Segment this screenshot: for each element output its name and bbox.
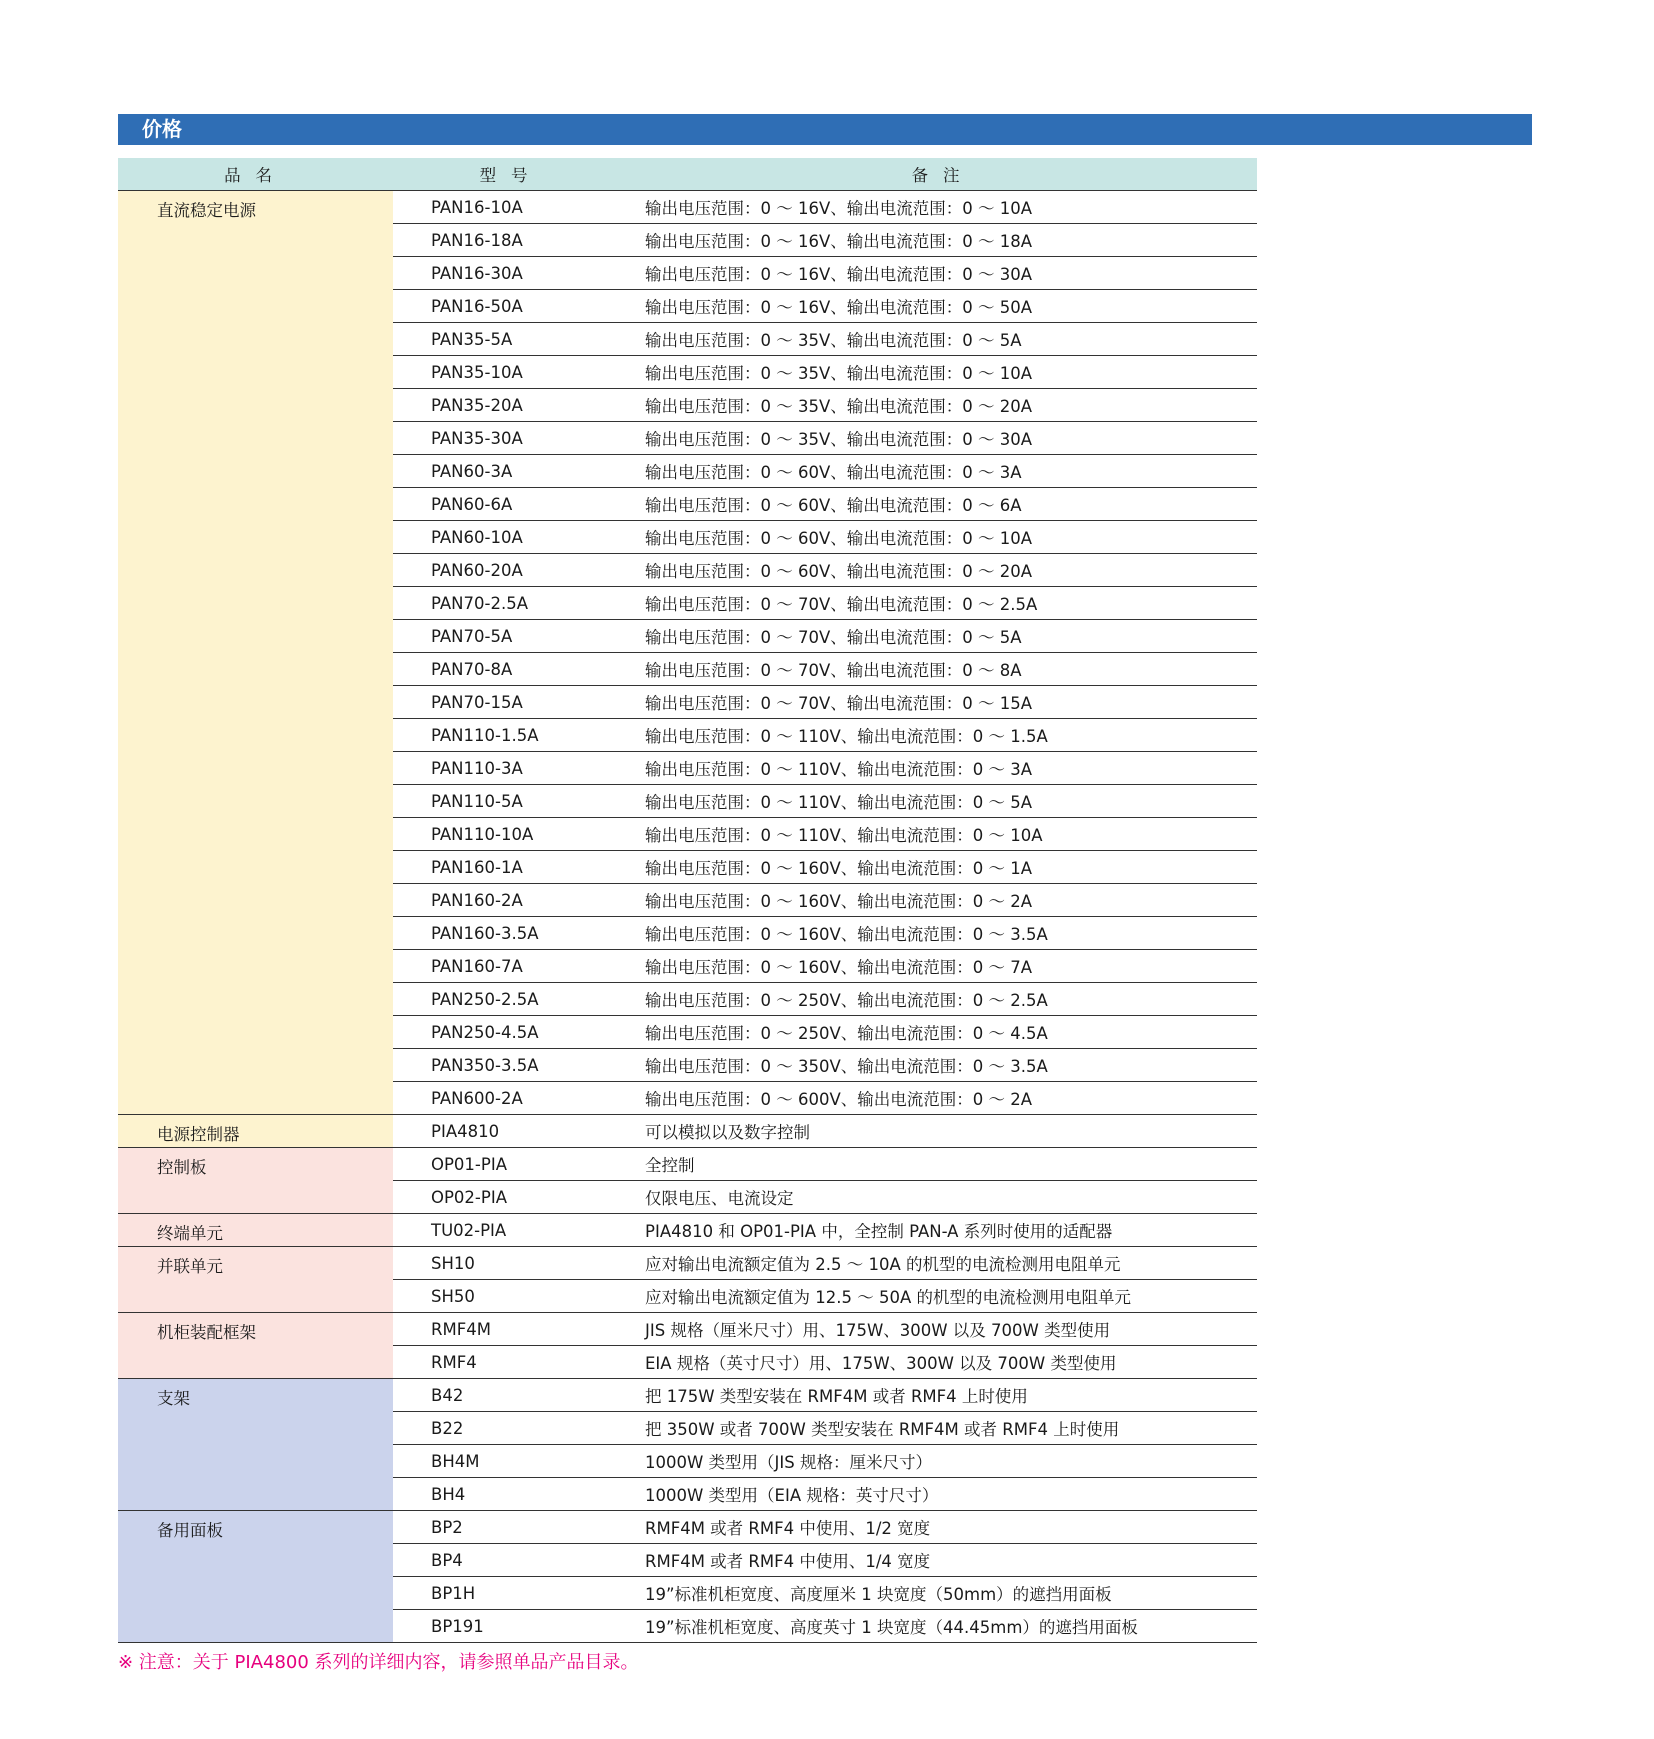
- remark-cell: 输出电压范围：0 ～ 35V、输出电流范围：0 ～ 20A: [629, 389, 1257, 422]
- remark-cell: 输出电压范围：0 ～ 110V、输出电流范围：0 ～ 3A: [629, 752, 1257, 785]
- product-category: 控制板: [118, 1148, 393, 1214]
- remark-cell: 输出电压范围：0 ～ 110V、输出电流范围：0 ～ 10A: [629, 818, 1257, 851]
- model-cell: TU02-PIA: [393, 1214, 629, 1247]
- model-cell: PAN600-2A: [393, 1082, 629, 1115]
- header-model: 型号: [393, 158, 629, 191]
- table-header-row: [118, 158, 1257, 191]
- model-cell: PAN16-18A: [393, 224, 629, 257]
- remark-cell: RMF4M 或者 RMF4 中使用、1/2 宽度: [629, 1511, 1257, 1544]
- remark-cell: 输出电压范围：0 ～ 160V、输出电流范围：0 ～ 2A: [629, 884, 1257, 917]
- remark-cell: 输出电压范围：0 ～ 250V、输出电流范围：0 ～ 4.5A: [629, 1016, 1257, 1049]
- model-cell: PAN250-4.5A: [393, 1016, 629, 1049]
- remark-cell: 全控制: [629, 1148, 1257, 1181]
- remark-cell: 1000W 类型用（JIS 规格：厘米尺寸）: [629, 1445, 1257, 1478]
- product-category: 备用面板: [118, 1511, 393, 1643]
- table-row: [118, 1214, 1257, 1247]
- model-cell: PAN110-10A: [393, 818, 629, 851]
- model-cell: B22: [393, 1412, 629, 1445]
- model-cell: PAN350-3.5A: [393, 1049, 629, 1082]
- table-row: [118, 1148, 1257, 1181]
- model-cell: RMF4: [393, 1346, 629, 1379]
- model-cell: SH50: [393, 1280, 629, 1313]
- model-cell: PAN60-6A: [393, 488, 629, 521]
- model-cell: PAN70-2.5A: [393, 587, 629, 620]
- table-row: [118, 1511, 1257, 1544]
- model-cell: PAN160-2A: [393, 884, 629, 917]
- model-cell: RMF4M: [393, 1313, 629, 1346]
- remark-cell: 输出电压范围：0 ～ 110V、输出电流范围：0 ～ 5A: [629, 785, 1257, 818]
- remark-cell: EIA 规格（英寸尺寸）用、175W、300W 以及 700W 类型使用: [629, 1346, 1257, 1379]
- remark-cell: 输出电压范围：0 ～ 35V、输出电流范围：0 ～ 5A: [629, 323, 1257, 356]
- remark-cell: 输出电压范围：0 ～ 60V、输出电流范围：0 ～ 10A: [629, 521, 1257, 554]
- header-name: 品名: [118, 158, 393, 191]
- remark-cell: 输出电压范围：0 ～ 60V、输出电流范围：0 ～ 3A: [629, 455, 1257, 488]
- remark-cell: 把 350W 或者 700W 类型安装在 RMF4M 或者 RMF4 上时使用: [629, 1412, 1257, 1445]
- remark-cell: 可以模拟以及数字控制: [629, 1115, 1257, 1148]
- product-category: 并联单元: [118, 1247, 393, 1313]
- remark-cell: 19”标准机柜宽度、高度厘米 1 块宽度（50mm）的遮挡用面板: [629, 1577, 1257, 1610]
- model-cell: BP2: [393, 1511, 629, 1544]
- model-cell: PAN35-20A: [393, 389, 629, 422]
- model-cell: PAN70-15A: [393, 686, 629, 719]
- remark-cell: 19”标准机柜宽度、高度英寸 1 块宽度（44.45mm）的遮挡用面板: [629, 1610, 1257, 1643]
- remark-cell: 输出电压范围：0 ～ 250V、输出电流范围：0 ～ 2.5A: [629, 983, 1257, 1016]
- table-row: [118, 1313, 1257, 1346]
- remark-cell: 输出电压范围：0 ～ 600V、输出电流范围：0 ～ 2A: [629, 1082, 1257, 1115]
- model-cell: PAN60-3A: [393, 455, 629, 488]
- remark-cell: 应对输出电流额定值为 12.5 ～ 50A 的机型的电流检测用电阻单元: [629, 1280, 1257, 1313]
- remark-cell: 输出电压范围：0 ～ 70V、输出电流范围：0 ～ 2.5A: [629, 587, 1257, 620]
- model-cell: PAN110-5A: [393, 785, 629, 818]
- remark-cell: 输出电压范围：0 ～ 110V、输出电流范围：0 ～ 1.5A: [629, 719, 1257, 752]
- remark-cell: 输出电压范围：0 ～ 70V、输出电流范围：0 ～ 5A: [629, 620, 1257, 653]
- price-table: [118, 158, 1257, 1643]
- remark-cell: RMF4M 或者 RMF4 中使用、1/4 宽度: [629, 1544, 1257, 1577]
- remark-cell: JIS 规格（厘米尺寸）用、175W、300W 以及 700W 类型使用: [629, 1313, 1257, 1346]
- model-cell: OP02-PIA: [393, 1181, 629, 1214]
- model-cell: PAN35-5A: [393, 323, 629, 356]
- remark-cell: 输出电压范围：0 ～ 16V、输出电流范围：0 ～ 10A: [629, 191, 1257, 224]
- product-category: 电源控制器: [118, 1115, 393, 1148]
- remark-cell: 输出电压范围：0 ～ 60V、输出电流范围：0 ～ 6A: [629, 488, 1257, 521]
- model-cell: PAN110-1.5A: [393, 719, 629, 752]
- model-cell: PAN35-30A: [393, 422, 629, 455]
- remark-cell: 1000W 类型用（EIA 规格：英寸尺寸）: [629, 1478, 1257, 1511]
- model-cell: PAN16-50A: [393, 290, 629, 323]
- remark-cell: 应对输出电流额定值为 2.5 ～ 10A 的机型的电流检测用电阻单元: [629, 1247, 1257, 1280]
- remark-cell: 输出电压范围：0 ～ 160V、输出电流范围：0 ～ 7A: [629, 950, 1257, 983]
- remark-cell: 输出电压范围：0 ～ 16V、输出电流范围：0 ～ 18A: [629, 224, 1257, 257]
- remark-cell: 输出电压范围：0 ～ 160V、输出电流范围：0 ～ 3.5A: [629, 917, 1257, 950]
- model-cell: PAN160-7A: [393, 950, 629, 983]
- header-remark: 备注: [629, 158, 1257, 191]
- remark-cell: 输出电压范围：0 ～ 70V、输出电流范围：0 ～ 15A: [629, 686, 1257, 719]
- product-category: 机柜装配框架: [118, 1313, 393, 1379]
- model-cell: PIA4810: [393, 1115, 629, 1148]
- model-cell: PAN16-10A: [393, 191, 629, 224]
- model-cell: PAN16-30A: [393, 257, 629, 290]
- model-cell: PAN60-20A: [393, 554, 629, 587]
- model-cell: BP191: [393, 1610, 629, 1643]
- model-cell: PAN70-5A: [393, 620, 629, 653]
- model-cell: BP1H: [393, 1577, 629, 1610]
- model-cell: PAN60-10A: [393, 521, 629, 554]
- product-category: 支架: [118, 1379, 393, 1511]
- remark-cell: 把 175W 类型安装在 RMF4M 或者 RMF4 上时使用: [629, 1379, 1257, 1412]
- remark-cell: 输出电压范围：0 ～ 35V、输出电流范围：0 ～ 30A: [629, 422, 1257, 455]
- model-cell: PAN160-3.5A: [393, 917, 629, 950]
- table-row: [118, 1115, 1257, 1148]
- model-cell: PAN250-2.5A: [393, 983, 629, 1016]
- model-cell: PAN110-3A: [393, 752, 629, 785]
- remark-cell: 输出电压范围：0 ～ 60V、输出电流范围：0 ～ 20A: [629, 554, 1257, 587]
- model-cell: PAN160-1A: [393, 851, 629, 884]
- model-cell: PAN70-8A: [393, 653, 629, 686]
- model-cell: OP01-PIA: [393, 1148, 629, 1181]
- table-row: [118, 1379, 1257, 1412]
- product-category: 直流稳定电源: [118, 191, 393, 1115]
- remark-cell: 输出电压范围：0 ～ 70V、输出电流范围：0 ～ 8A: [629, 653, 1257, 686]
- remark-cell: 输出电压范围：0 ～ 35V、输出电流范围：0 ～ 10A: [629, 356, 1257, 389]
- model-cell: B42: [393, 1379, 629, 1412]
- model-cell: BH4M: [393, 1445, 629, 1478]
- product-category: 终端单元: [118, 1214, 393, 1247]
- remark-cell: 输出电压范围：0 ～ 350V、输出电流范围：0 ～ 3.5A: [629, 1049, 1257, 1082]
- model-cell: PAN35-10A: [393, 356, 629, 389]
- table-row: [118, 1247, 1257, 1280]
- model-cell: BP4: [393, 1544, 629, 1577]
- table-body: [118, 191, 1257, 1643]
- table-row: [118, 191, 1257, 224]
- remark-cell: 输出电压范围：0 ～ 16V、输出电流范围：0 ～ 30A: [629, 257, 1257, 290]
- model-cell: BH4: [393, 1478, 629, 1511]
- footnote: ※ 注意：关于 PIA4800 系列的详细内容，请参照单品产品目录。: [118, 1652, 639, 1673]
- model-cell: SH10: [393, 1247, 629, 1280]
- remark-cell: 输出电压范围：0 ～ 16V、输出电流范围：0 ～ 50A: [629, 290, 1257, 323]
- section-title: 价格: [118, 114, 1532, 145]
- remark-cell: 仅限电压、电流设定: [629, 1181, 1257, 1214]
- remark-cell: PIA4810 和 OP01-PIA 中，全控制 PAN-A 系列时使用的适配器: [629, 1214, 1257, 1247]
- remark-cell: 输出电压范围：0 ～ 160V、输出电流范围：0 ～ 1A: [629, 851, 1257, 884]
